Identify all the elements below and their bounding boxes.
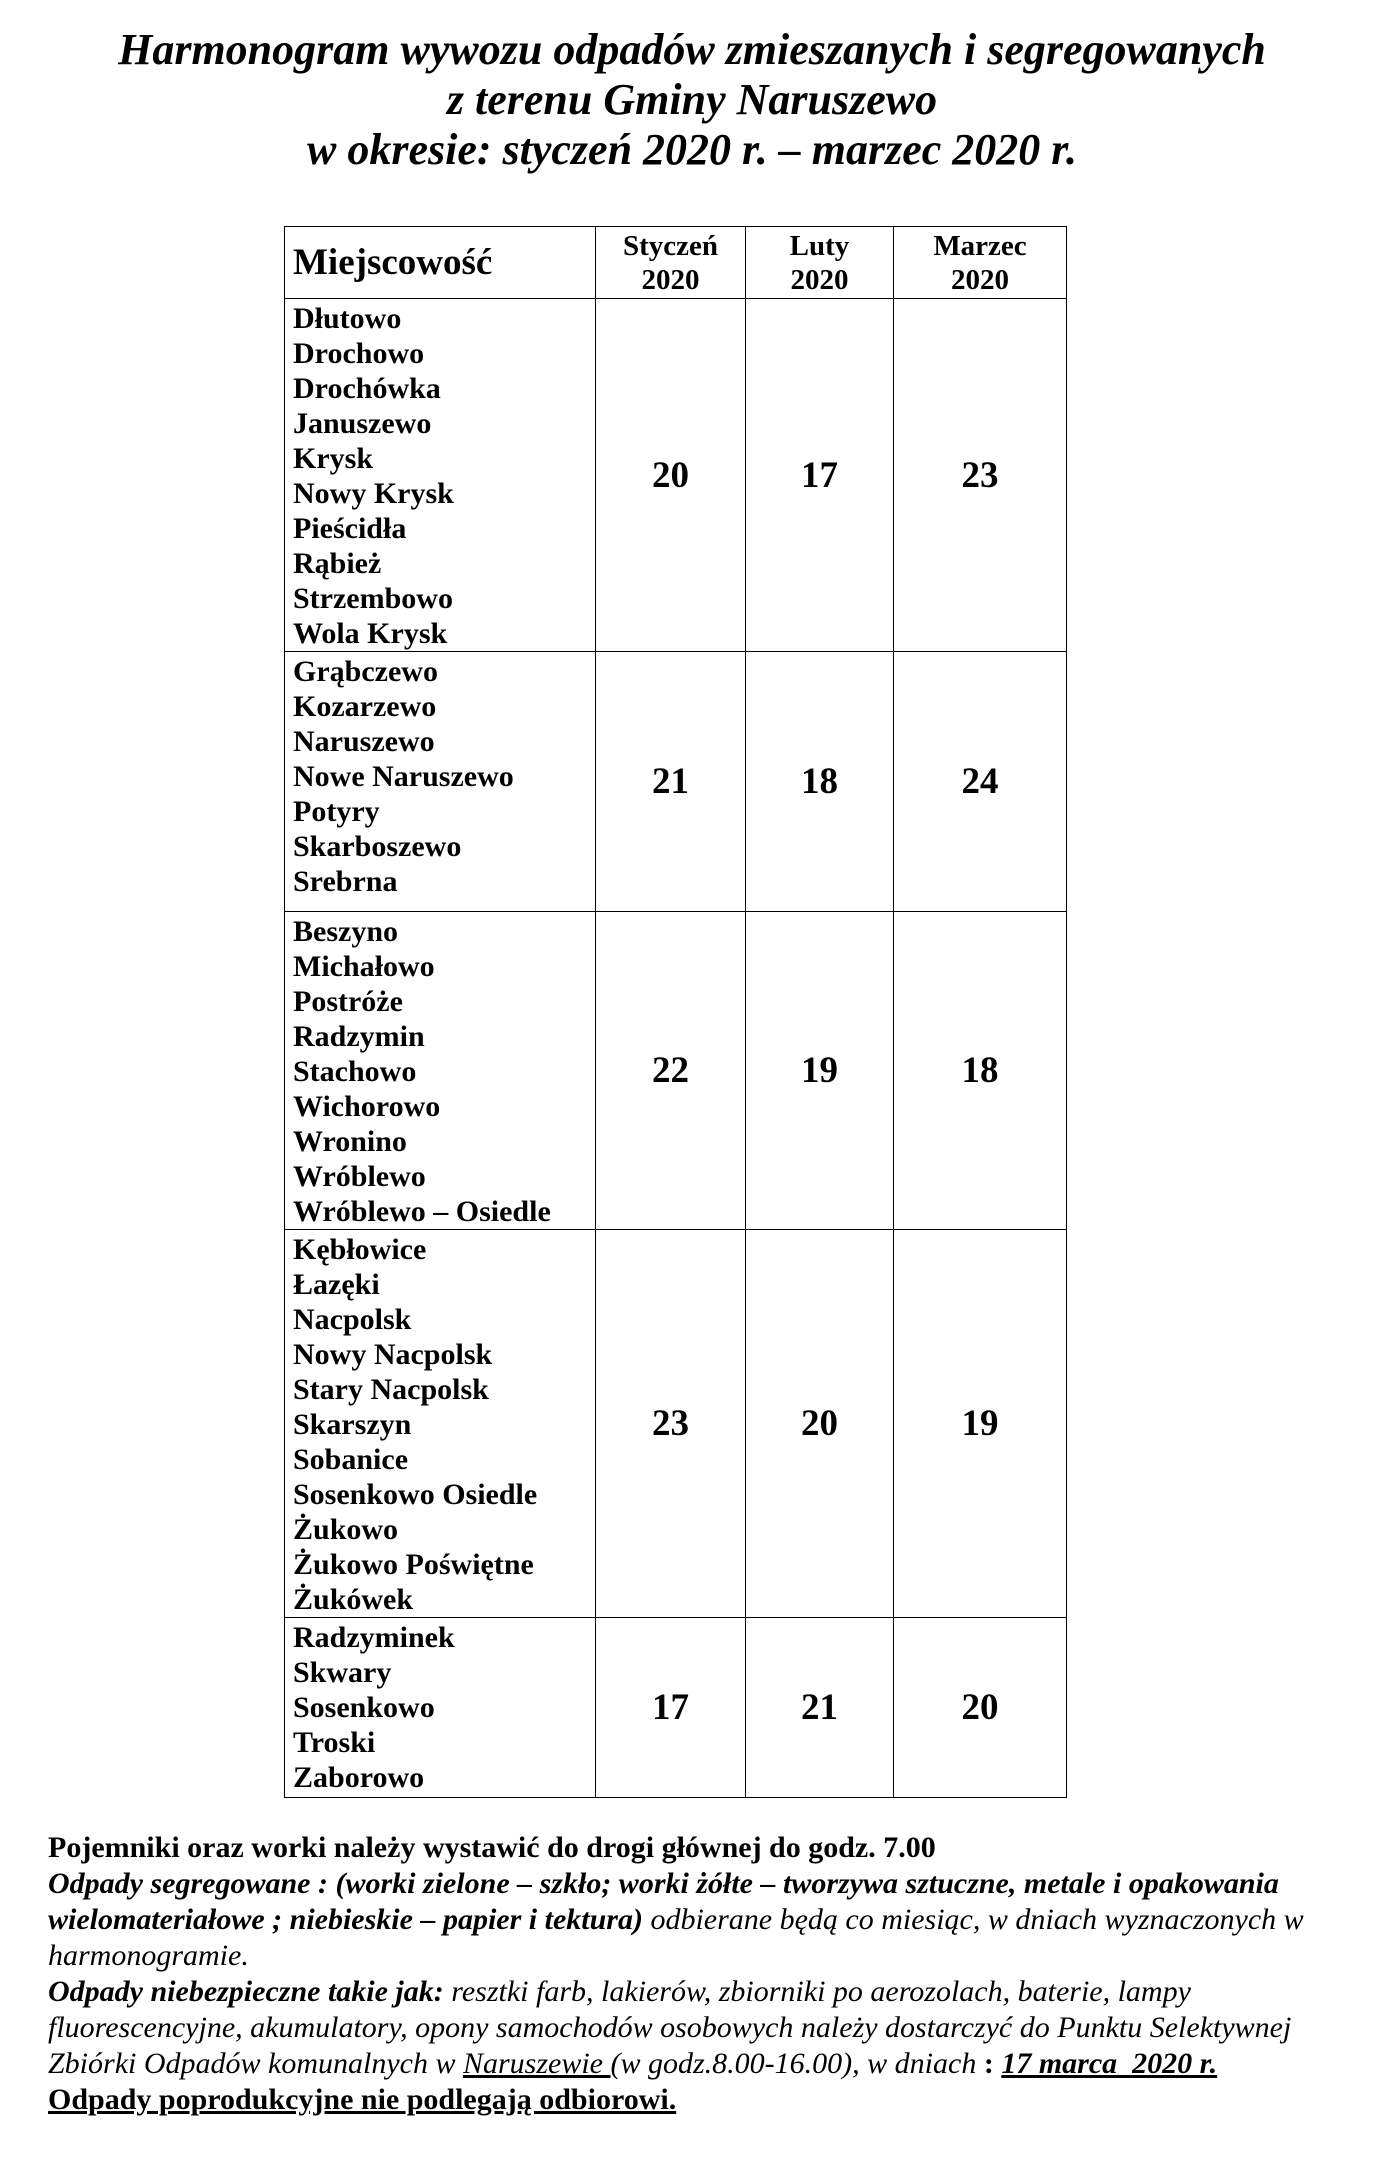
document-title (0, 25, 1384, 175)
localities-cell (285, 652, 596, 912)
locality-name: Srebrna (293, 865, 398, 898)
month-year: 2020 (951, 264, 1009, 296)
locality-name: Żukowo (293, 1513, 399, 1546)
segregated-waste-note: Odpady segregowane : (worki zielone – szkło; worki żółte – tworzywa sztuczne, metale i opakowania (48, 1867, 1279, 1900)
collection-day-february: 19 (746, 912, 894, 1230)
hazardous-waste-list-cont: fluorescencyjne, akumulatory, opony samochodów osobowych należy dostarczyć do Punktu Selektywnej (48, 2011, 1292, 2044)
schedule-row (285, 912, 1067, 1230)
schedule-header (285, 227, 1067, 299)
collection-day-march: 18 (894, 912, 1067, 1230)
locality-name: Wronino (293, 1125, 407, 1158)
locality-name: Strzembowo (293, 582, 453, 615)
localities-cell (285, 1618, 596, 1798)
title-line: Harmonogram wywozu odpadów zmieszanych i segregowanych (118, 25, 1266, 74)
locality-name: Drochówka (293, 372, 441, 405)
hazardous-waste-date: 17 marca 2020 r. (1001, 2047, 1218, 2080)
locality-name: Sobanice (293, 1443, 409, 1476)
locality-name: Skarszyn (293, 1408, 412, 1441)
locality-name: Wola Krysk (293, 617, 448, 650)
localities-cell (285, 1230, 596, 1618)
locality-name: Pieścidła (293, 512, 407, 545)
locality-name: Wróblewo – Osiedle (293, 1195, 551, 1228)
schedule-body (285, 299, 1067, 1798)
month-name: Marzec (933, 230, 1027, 262)
month-name: Luty (789, 230, 850, 262)
collection-day-march: 20 (894, 1618, 1067, 1798)
locality-name: Troski (293, 1726, 376, 1759)
locality-name: Dłutowo (293, 302, 402, 335)
collection-day-february: 21 (746, 1618, 894, 1798)
collection-day-january: 23 (596, 1230, 746, 1618)
locality-name: Grąbczewo (293, 655, 438, 688)
locality-name: Nowe Naruszewo (293, 760, 514, 793)
collection-schedule-table (284, 226, 1067, 1798)
locality-name: Stary Nacpolsk (293, 1373, 489, 1406)
locality-name: Potyry (293, 795, 380, 828)
locality-name: Wichorowo (293, 1090, 441, 1123)
notes-line (48, 1902, 1348, 1938)
collection-day-march: 24 (894, 652, 1067, 912)
title-line: z terenu Gminy Naruszewo (446, 75, 938, 124)
month-column-header-march (894, 227, 1067, 299)
locality-name: Radzyminek (293, 1621, 455, 1654)
collection-day-january: 22 (596, 912, 746, 1230)
locality-name: Rąbież (293, 547, 382, 580)
localities-cell (285, 299, 596, 652)
title-line: w okresie: styczeń 2020 r. – marzec 2020 r. (307, 125, 1077, 174)
locality-name: Sosenkowo (293, 1691, 435, 1724)
collection-day-march: 19 (894, 1230, 1067, 1618)
hazardous-waste-point: Zbiórki Odpadów komunalnych w (48, 2047, 463, 2080)
month-column-header-january (596, 227, 746, 299)
collection-day-january: 21 (596, 652, 746, 912)
collection-day-january: 17 (596, 1618, 746, 1798)
collection-day-february: 17 (746, 299, 894, 652)
locality-name: Skarboszewo (293, 830, 462, 863)
hazardous-waste-heading: Odpady niebezpieczne takie jak: (48, 1975, 444, 2008)
schedule-row (285, 299, 1067, 652)
collection-day-february: 20 (746, 1230, 894, 1618)
hazardous-waste-place: Naruszewie (462, 2047, 611, 2080)
month-name: Styczeń (622, 230, 719, 262)
industrial-waste-note: Odpady poprodukcyjne nie podlegają odbiorowi. (48, 2083, 677, 2116)
locality-name: Michałowo (293, 950, 435, 983)
locality-name: Nacpolsk (293, 1303, 412, 1336)
month-year: 2020 (641, 264, 700, 296)
locality-name: Stachowo (293, 1055, 417, 1088)
locality-name: Krysk (293, 442, 374, 475)
localities-cell (285, 912, 596, 1230)
schedule-row (285, 1230, 1067, 1618)
locality-name: Radzymin (293, 1020, 425, 1053)
locality-name: Kębłowice (293, 1233, 427, 1266)
locality-name: Łazęki (293, 1268, 380, 1301)
locality-name: Postróże (293, 985, 403, 1018)
schedule-notes (48, 1830, 1348, 2118)
schedule-row (285, 1618, 1067, 1798)
hazardous-waste-hours: (w godz.8.00-16.00), w dniach (610, 2047, 984, 2080)
collection-day-march: 23 (894, 299, 1067, 652)
notes-line (48, 2046, 1348, 2082)
collection-day-january: 20 (596, 299, 746, 652)
notes-line (48, 1974, 1348, 2010)
collection-time-note: Pojemniki oraz worki należy wystawić do drogi głównej do godz. 7.00 (48, 1831, 936, 1864)
locality-name: Beszyno (293, 915, 398, 948)
locality-name: Drochowo (293, 337, 425, 370)
locality-name: Nowy Krysk (293, 477, 454, 510)
locality-name: Nowy Nacpolsk (293, 1338, 493, 1371)
locality-name: Zaborowo (293, 1761, 425, 1794)
locality-name: Sosenkowo Osiedle (293, 1478, 538, 1511)
locality-column-header: Miejscowość (285, 227, 596, 299)
hazardous-waste-list: resztki farb, lakierów, zbiorniki po aerozolach, baterie, lampy (443, 1975, 1191, 2008)
hazardous-waste-colon: : (983, 2047, 1002, 2080)
month-year: 2020 (790, 264, 849, 296)
locality-name: Naruszewo (293, 725, 435, 758)
schedule-row (285, 652, 1067, 912)
locality-name: Żukowo Poświętne (293, 1548, 534, 1581)
segregated-waste-frequency-end: harmonogramie. (48, 1939, 249, 1972)
collection-day-february: 18 (746, 652, 894, 912)
month-column-header-february (746, 227, 894, 299)
segregated-waste-bags: wielomateriałowe ; niebieskie – papier i tektura) (48, 1903, 643, 1936)
locality-name: Żukówek (293, 1583, 414, 1616)
locality-name: Januszewo (293, 407, 432, 440)
locality-name: Kozarzewo (293, 690, 437, 723)
locality-name: Skwary (293, 1656, 392, 1689)
schedule-header-row (285, 227, 1067, 299)
locality-name: Wróblewo (293, 1160, 426, 1193)
segregated-waste-frequency: odbierane będą co miesiąc, w dniach wyznaczonych w (642, 1903, 1304, 1936)
